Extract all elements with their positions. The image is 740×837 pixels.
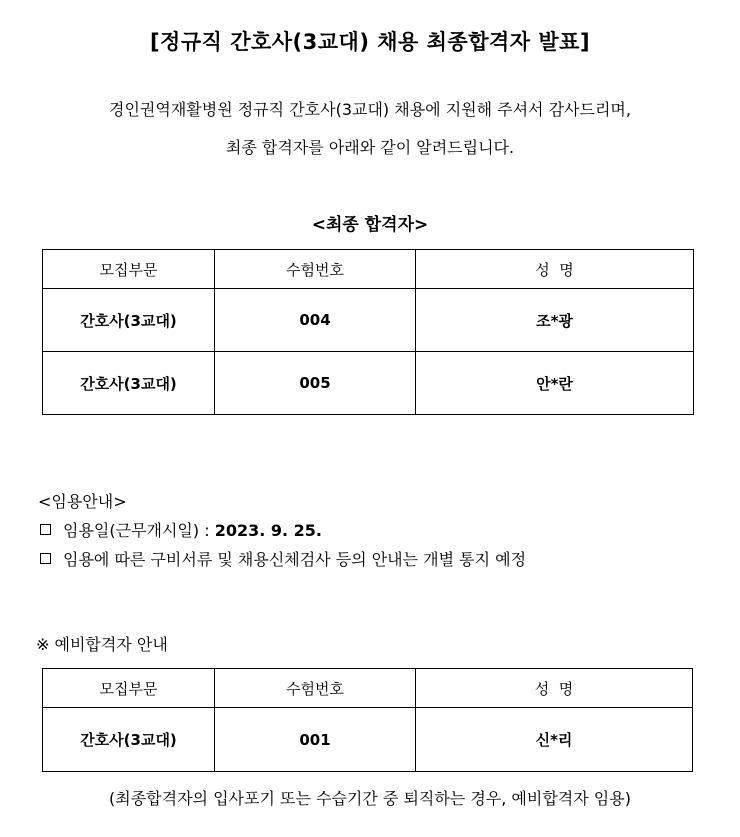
square-bullet-icon (40, 524, 51, 535)
square-bullet-icon (40, 553, 51, 564)
cell-exam-no: 004 (215, 289, 416, 352)
column-header-exam-no: 수험번호 (215, 250, 416, 289)
reserve-note: (최종합격자의 입사포기 또는 수습기간 중 퇴직하는 경우, 예비합격자 임용) (109, 789, 631, 808)
appointment-item-notice (40, 547, 526, 570)
table-header-row (43, 669, 693, 708)
table-row (43, 708, 693, 772)
column-header-dept: 모집부문 (43, 250, 215, 289)
cell-dept: 간호사(3교대) (43, 352, 215, 415)
table-row (43, 289, 694, 352)
cell-exam-no: 001 (215, 708, 416, 772)
column-header-name: 성 명 (416, 250, 694, 289)
appointment-date-label: 임용일(근무개시일) : (63, 521, 215, 540)
final-heading: <최종 합격자> (311, 215, 429, 235)
column-header-name: 성 명 (416, 669, 693, 708)
appointment-notice-text: 임용에 따른 구비서류 및 채용신체검사 등의 안내는 개별 통지 예정 (63, 550, 527, 569)
reserve-table (42, 668, 693, 772)
appointment-heading: <임용안내> (38, 492, 127, 511)
appointment-item-date (40, 518, 322, 541)
intro-line-1: 경인권역재활병원 정규직 간호사(3교대) 채용에 지원해 주셔서 감사드리며, (109, 100, 631, 119)
cell-name: 신*리 (416, 708, 693, 772)
page-title: [정규직 간호사(3교대) 채용 최종합격자 발표] (149, 30, 591, 54)
table-row (43, 352, 694, 415)
intro-line-2: 최종 합격자를 아래와 같이 알려드립니다. (225, 138, 515, 157)
cell-exam-no: 005 (215, 352, 416, 415)
column-header-dept: 모집부문 (43, 669, 215, 708)
table-header-row (43, 250, 694, 289)
appointment-date-value: 2023. 9. 25. (214, 521, 323, 540)
cell-name: 안*란 (416, 352, 694, 415)
final-table (42, 249, 694, 415)
reserve-heading: ※ 예비합격자 안내 (36, 635, 168, 654)
cell-dept: 간호사(3교대) (43, 289, 215, 352)
column-header-exam-no: 수험번호 (215, 669, 416, 708)
cell-dept: 간호사(3교대) (43, 708, 215, 772)
cell-name: 조*광 (416, 289, 694, 352)
